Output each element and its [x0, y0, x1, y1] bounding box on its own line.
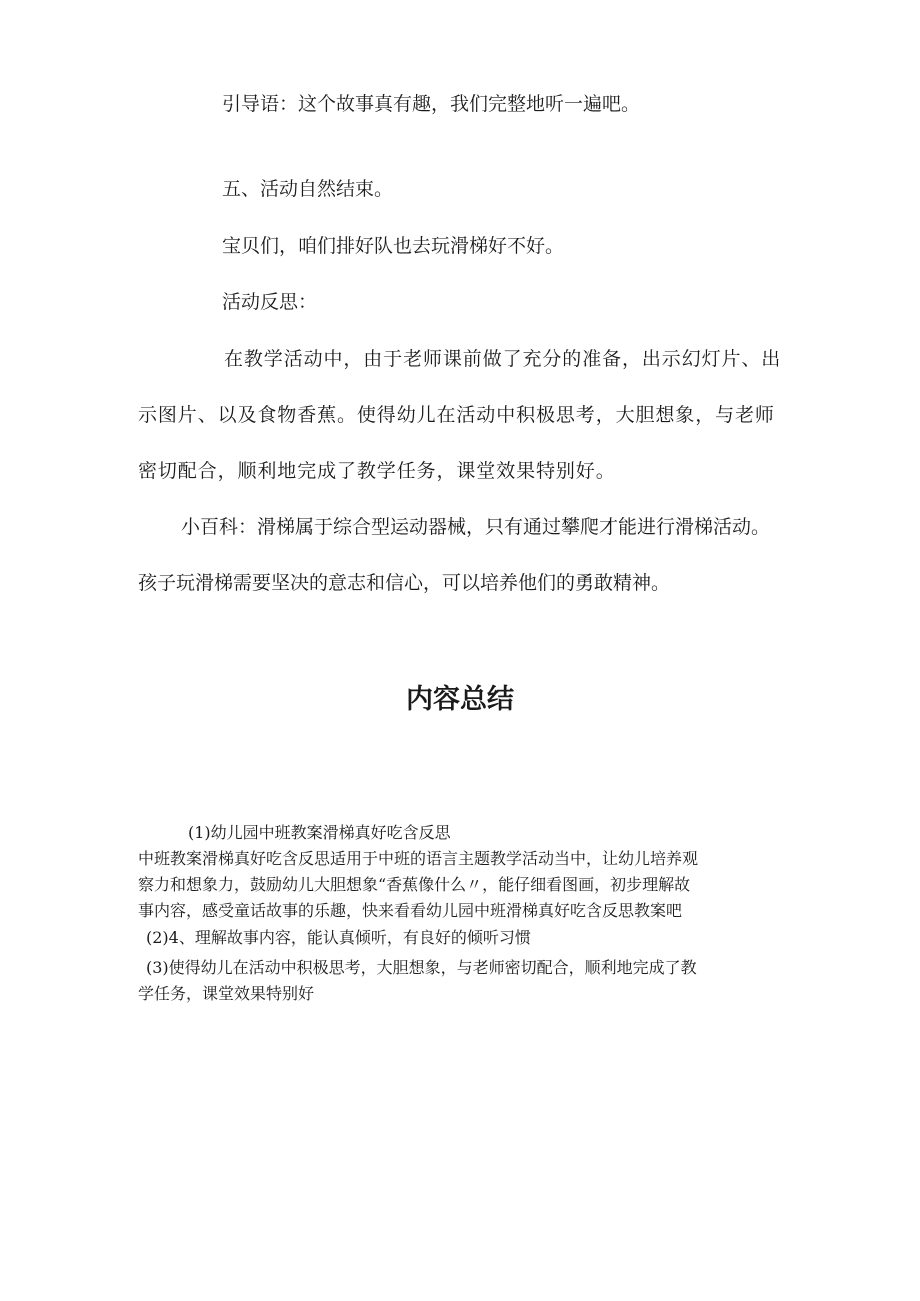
summary-title: 内容总结 — [406, 684, 514, 715]
summary-item-2: (2)4、理解故事内容，能认真倾听，有良好的倾听习惯 — [146, 928, 531, 947]
paragraph-reflection-line-1: 在教学活动中，由于老师课前做了充分的准备，出示幻灯片、出 — [224, 348, 782, 370]
paragraph-reflection-heading: 活动反思： — [222, 291, 318, 313]
paragraph-encyclopedia-line-1: 小百科：滑梯属于综合型运动器械，只有通过攀爬才能进行滑梯活动。 — [181, 516, 771, 538]
summary-line: 事内容，感受童话故事的乐趣，快来看看幼儿园中班滑梯真好吃含反思教案吧 — [138, 901, 683, 920]
summary-line: 察力和想象力，鼓励幼儿大胆想象“香蕉像什么〃，能仔细看图画，初步理解故 — [138, 875, 691, 894]
paragraph-reflection-line-2: 示图片、以及食物香蕉。使得幼儿在活动中积极思考，大胆想象，与老师 — [138, 404, 775, 426]
paragraph-lead-in: 引导语：这个故事真有趣，我们完整地听一遍吧。 — [222, 93, 641, 115]
summary-item-1: (1)幼儿园中班教案滑梯真好吃含反思 — [188, 823, 451, 842]
paragraph-reflection-line-3: 密切配合，顺利地完成了教学任务，课堂效果特别好。 — [138, 460, 616, 482]
paragraph-encyclopedia-line-2: 孩子玩滑梯需要坚决的意志和信心，可以培养他们的勇敢精神。 — [138, 572, 671, 594]
summary-line: 中班教案滑梯真好吃含反思适用于中班的语言主题教学活动当中，让幼儿培养观 — [138, 849, 699, 868]
summary-item-3: (3)使得幼儿在活动中积极思考，大胆想象，与老师密切配合，顺利地完成了教 — [146, 958, 697, 977]
paragraph-closing: 宝贝们，咱们排好队也去玩滑梯好不好。 — [222, 235, 565, 257]
paragraph-section-five: 五、活动自然结束。 — [222, 178, 394, 200]
summary-line: 学任务，课堂效果特别好 — [138, 984, 315, 1003]
